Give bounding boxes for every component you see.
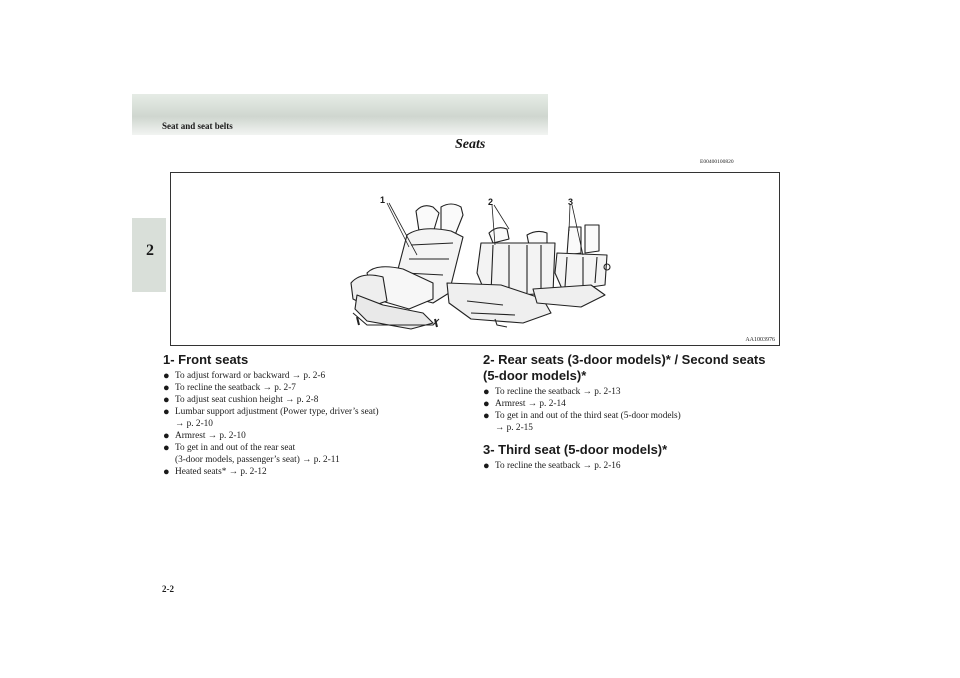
list-item: ● Armrest → p. 2-10 (163, 430, 246, 442)
bullet-icon: ● (163, 370, 170, 382)
left-column (163, 352, 458, 478)
list-item: ● To adjust forward or backward → p. 2-6 (163, 370, 326, 382)
list-item: ● Armrest → p. 2-14 (483, 398, 566, 410)
chapter-tab-number: 2 (146, 242, 154, 259)
list-item: ● Heated seats* → p. 2-12 (163, 466, 267, 478)
front-seat-drawing (351, 204, 463, 329)
seats-illustration (170, 172, 780, 346)
bullet-icon: ● (163, 430, 170, 442)
page-title: Seats (455, 137, 486, 152)
front-seats-heading: 1- Front seats (163, 352, 249, 367)
list-item: ● To recline the seatback → p. 2-7 (163, 382, 296, 394)
bullet-icon: ● (163, 406, 170, 418)
page-number: 2-2 (162, 584, 174, 594)
rear-seats-heading: 2- Rear seats (3-door models)* / Second seats (5-door models)* (483, 352, 766, 383)
bullet-icon: ● (163, 466, 170, 478)
list-item: ● To recline the seatback → p. 2-13 (483, 386, 621, 398)
callout-3: 3 (568, 197, 574, 207)
document-code: E00400100820 (700, 159, 734, 165)
list-item: ● To get in and out of the third seat (5-door models) → p. 2-15 (483, 410, 681, 433)
callout-2: 2 (488, 197, 494, 207)
bullet-icon: ● (163, 382, 170, 394)
third-seat-heading: 3- Third seat (5-door models)* (483, 442, 668, 457)
running-header: Seat and seat belts (162, 121, 233, 131)
bullet-icon: ● (163, 442, 170, 454)
figure-id: AA1003976 (745, 337, 775, 343)
list-item: ● To recline the seatback → p. 2-16 (483, 460, 621, 472)
bullet-icon: ● (483, 398, 490, 410)
callout-1: 1 (380, 195, 386, 205)
second-seat-drawing (447, 228, 555, 327)
right-column (483, 352, 783, 472)
seats-drawing (171, 173, 779, 345)
bullet-icon: ● (483, 460, 490, 472)
bullet-icon: ● (163, 394, 170, 406)
bullet-icon: ● (483, 410, 490, 422)
list-item: ● To adjust seat cushion height → p. 2-8 (163, 394, 319, 406)
list-item: ● Lumbar support adjustment (Power type, driver’s seat) → p. 2-10 (163, 406, 379, 429)
list-item: ● To get in and out of the rear seat (3-door models, passenger’s seat) → p. 2-11 (163, 442, 340, 465)
bullet-icon: ● (483, 386, 490, 398)
